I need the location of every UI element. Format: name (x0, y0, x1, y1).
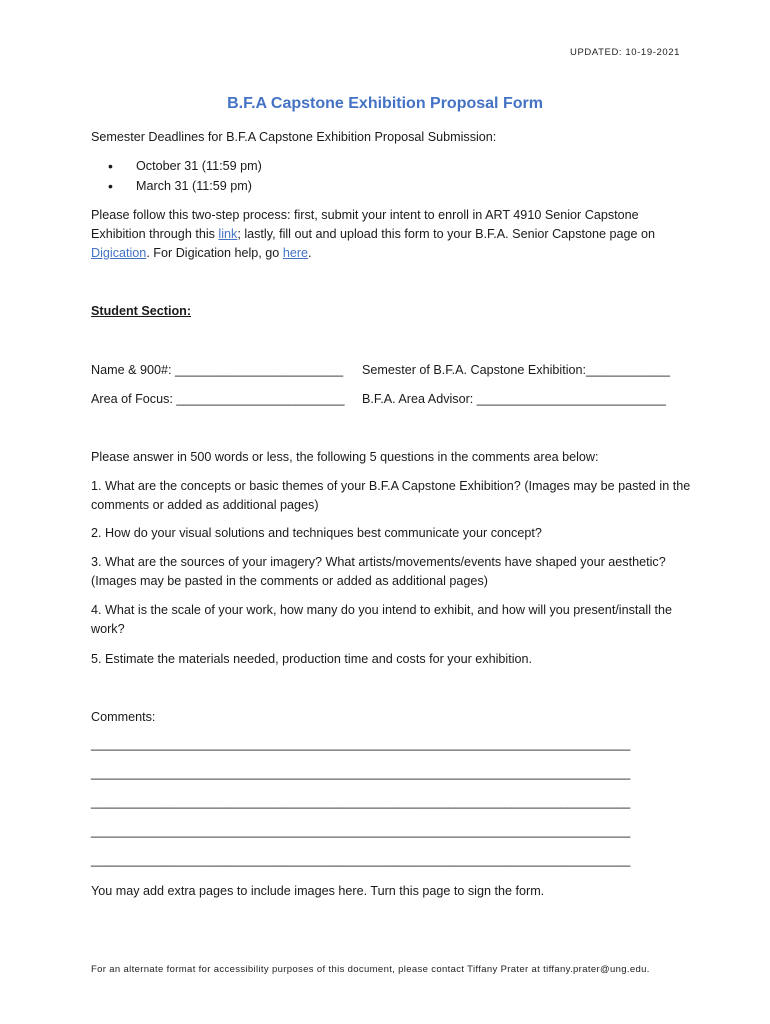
comment-line[interactable]: _____________________________________________________________________________ (91, 766, 631, 780)
comment-line[interactable]: _____________________________________________________________________________ (91, 824, 631, 838)
question-1: 1. What are the concepts or basic themes of your B.F.A Capstone Exhibition? (Images may be pasted in the comments or added as additional pages) (91, 479, 691, 512)
deadline-item: • October 31 (11:59 pm) (108, 157, 262, 177)
comments-label: Comments: (91, 710, 156, 724)
instructions-text: . (308, 246, 312, 260)
accessibility-footer: For an alternate format for accessibility purposes of this document, please contact Tiffany Prater at tiffany.prater@ung.edu. (91, 964, 650, 975)
comment-line[interactable]: _____________________________________________________________________________ (91, 795, 631, 809)
question-3: 3. What are the sources of your imagery? What artists/movements/events have shaped your aesthetic? (Images may be pasted in the comments or added as additional pages) (91, 555, 666, 588)
help-link[interactable]: here (282, 246, 309, 260)
extra-pages-note: You may add extra pages to include images here. Turn this page to sign the form. (91, 884, 545, 898)
deadline-item: • March 31 (11:59 pm) (108, 177, 262, 197)
question-2: 2. How do your visual solutions and techniques best communicate your concept? (91, 526, 542, 540)
questions-prompt: Please answer in 500 words or less, the following 5 questions in the comments area below: (91, 450, 599, 464)
form-title: B.F.A Capstone Exhibition Proposal Form (227, 95, 543, 112)
instructions-text: . For Digication help, go (146, 246, 283, 260)
comment-line[interactable]: _____________________________________________________________________________ (91, 737, 631, 751)
semester-field[interactable]: Semester of B.F.A. Capstone Exhibition:____________ (362, 363, 671, 377)
advisor-field[interactable]: B.F.A. Area Advisor: ___________________________ (362, 392, 666, 406)
digication-link[interactable]: Digication (91, 246, 147, 260)
instructions-paragraph (91, 206, 691, 263)
comment-line[interactable]: _____________________________________________________________________________ (91, 853, 631, 867)
student-section-heading: Student Section: (91, 304, 192, 318)
enroll-link[interactable]: link (218, 227, 238, 241)
name-field[interactable]: Name & 900#: ________________________ (91, 363, 344, 377)
instructions-text: ; lastly, fill out and upload this form to your B.F.A. Senior Capstone page on (237, 227, 656, 241)
area-of-focus-field[interactable]: Area of Focus: ________________________ (91, 392, 345, 406)
deadlines-heading: Semester Deadlines for B.F.A Capstone Exhibition Proposal Submission: (91, 130, 497, 144)
deadlines-list (108, 157, 262, 196)
question-5: 5. Estimate the materials needed, production time and costs for your exhibition. (91, 652, 533, 666)
question-4: 4. What is the scale of your work, how many do you intend to exhibit, and how will you present/install the work? (91, 603, 673, 636)
instructions-text: Please follow this two-step process: first, submit your intent to enroll in ART 4910 Senior Capstone Exhibition through this (91, 208, 639, 241)
updated-date: UPDATED: 10-19-2021 (570, 47, 680, 58)
